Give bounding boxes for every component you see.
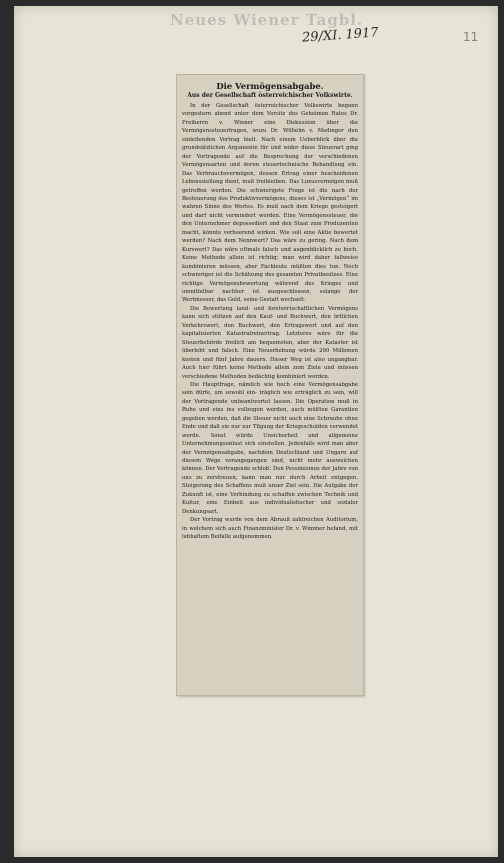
- newspaper-clipping: [176, 74, 364, 696]
- newspaper-source-stamp: Neues Wiener Tagbl.: [170, 11, 364, 29]
- archive-number: 11: [463, 30, 479, 44]
- article-headline: Die Vermögensabgabe.: [216, 81, 324, 91]
- handwritten-date: 29/XI. 1917: [301, 25, 380, 46]
- article-paragraph: Der Vortrag wurde von dem Abrauß zahlreichen Auditorium, in welchem sich auch Finanzminister Dr. v. Wimmer befand, mit lebhaftem Beifalle aufgenommen.: [182, 517, 358, 541]
- article-subhead: Aus der Gesellschaft österreichischer Volkswirte.: [187, 92, 353, 99]
- article-paragraph: Die Hauptfrage, nämlich wie hoch eine Vermögensabgabe sein dürfe, um sowohl ein- träglich wie erträglich zu sein, will der Vortragende unbeantwortet lassen. Die Operation muß in Ruhe und eins ins vollzogen werden, auch müßten Garantien gegeben werden, daß die Steuer nicht auch eine Schraube ohne Ende und daß sie nur zur Tilgung der Kriegsschulden verwendet werde. Sonst würde Unsicherheit und allgemeine Unternehmungsunlust sich einstellen. Jedenfalls wird man aber der Vermögensabgabe, nachdem Deutschland und Ungarn auf diesem Wege vorangegangen sind, nicht mehr ausweichen können. Der Vortragende schloß: Den Pessimismus der Jahre von uns zu zerstreuen, kann man nur durch Arbeit entgegen. Steigerung des Schaffens muß unser Ziel sein. Die Aufgabe der Zukunft ist, eine Verbindung zu schaffen zwischen Technik und Kultur, eine Einheit aus individualistischer und sozialer Denkungsart.: [182, 381, 358, 515]
- article-paragraph: Die Bewertung land- und forstwirtschaftlichen Vermögens kann sich stützen auf den Kauf- und Buchwert, den örtlichen Verkehrswert, den Buchwert, den Ertragswert und auf den kapitalisierten Katastralreinertrag. Letzteres wäre für die Steuerbehörde freilich am bequemsten, aber der Kataster ist überlebt und falsch. Eine Neuerhebung würde 200 Millionen kosten und fünf Jahre dauern. Dieser Weg ist also ungangbar. Auch hier führt keine Methode allein zum Ziele und müssen verschiedene Methoden bedächtig kombiniert werden.: [182, 305, 358, 380]
- article-paragraph: In der Gesellschaft österreichischer Volkswirte begann vorgestern abend unter dem Vorsitz des Geheimen Rates Dr. Freiherrn v. Wiener eine Diskussion über die Vermögenssteuerfragen, wozu Dr. Wilhelm v. Medinger den einleitenden Vortrag hielt. Nach einem Ueberblick über die grundsätzlichen Argumente für und wider diese Steuerart ging der Vortragende auf die Besprechung der verschiedenen Vermögensarten und deren steuertechnische Behandlung ein. Das Verbrauchsvermögen, dessen Ertrag einer bescheidenen Lebensstellung dient, muß freibleiben. Das Luxusvermögen muß getroffen werden. Die schwierigste Frage ist die nach der Besteuerung des Produktivvermögens, dieses ist „Vermögen“ im wahren Sinne des Wortes. Es muß nach dem Kriege gesteigert und darf nicht vermindert werden. Eine Vermögenssteuer, die den Unternehmer depossediert und den Staat zum Produzenten macht, könnte verheerend wirken. Wie soll eine Aktie bewertet werden? Nach dem Nennwert? Das wäre zu gering. Nach dem Kurswert? Das wäre oftmals falsch und augenblicklich zu hoch. Keine Methode allein ist richtig; man wird daher fallweise kombinieren müssen, aber Fachleute müßten dies tun. Noch schwieriger ist die Schätzung des gesamten Privatbesitzes. Eine richtige Vermögensbewertung während des Krieges und unmittelbar nachher ist ausgeschlossen, solange der Wertmesser, das Geld, seine Gestalt wechselt.: [182, 103, 358, 304]
- archive-sheet: [14, 6, 498, 857]
